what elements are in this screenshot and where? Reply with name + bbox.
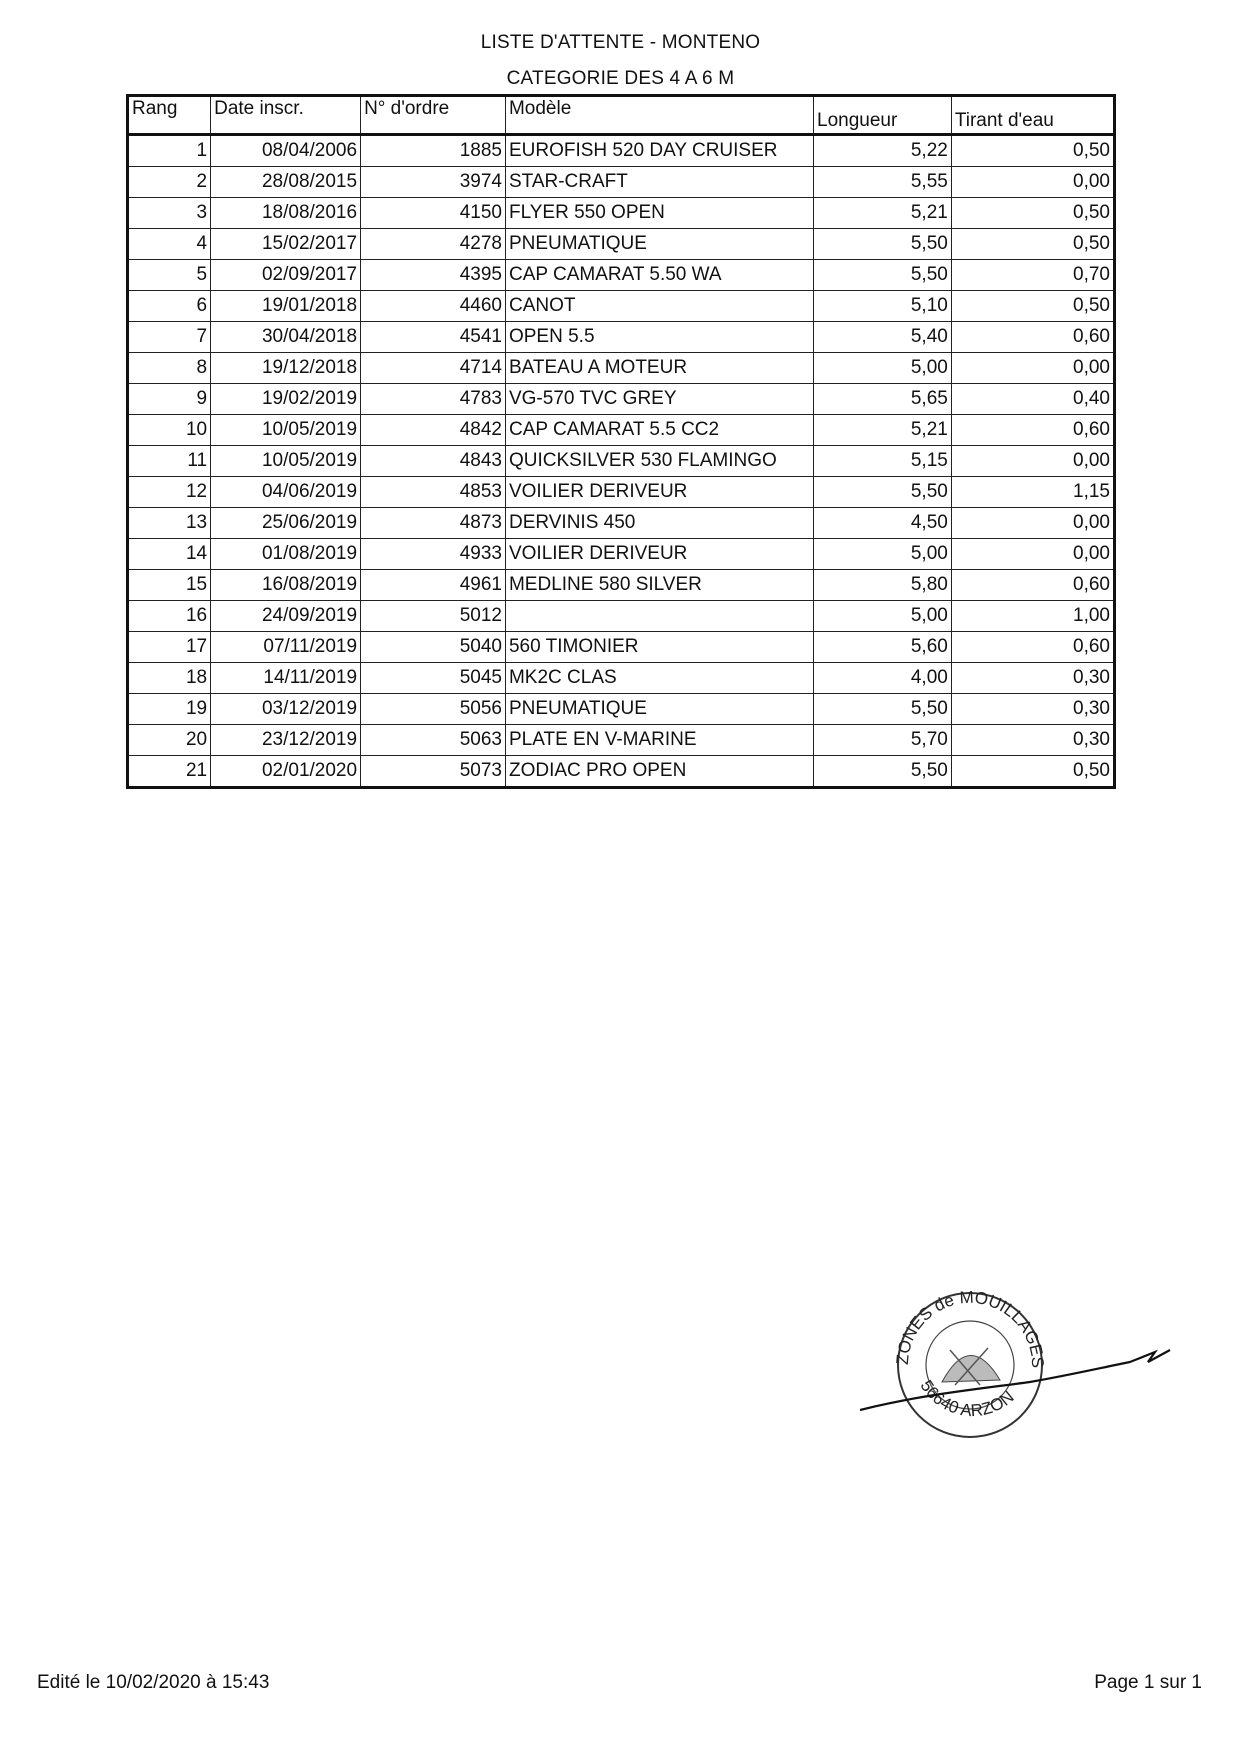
cell-date: 28/08/2015 <box>211 167 361 198</box>
cell-date: 19/01/2018 <box>211 291 361 322</box>
cell-date: 16/08/2019 <box>211 570 361 601</box>
cell-modele: QUICKSILVER 530 FLAMINGO <box>505 446 813 477</box>
header-modele: Modèle <box>505 96 813 135</box>
cell-ordre: 4278 <box>361 229 506 260</box>
cell-rang: 12 <box>128 477 211 508</box>
cell-longueur: 5,50 <box>814 694 952 725</box>
cell-rang: 10 <box>128 415 211 446</box>
cell-rang: 9 <box>128 384 211 415</box>
cell-rang: 5 <box>128 260 211 291</box>
cell-date: 19/12/2018 <box>211 353 361 384</box>
cell-tirant: 0,50 <box>951 198 1114 229</box>
table-row <box>128 198 1115 229</box>
table-row <box>128 229 1115 260</box>
cell-rang: 2 <box>128 167 211 198</box>
cell-ordre: 5063 <box>361 725 506 756</box>
cell-tirant: 0,30 <box>951 725 1114 756</box>
cell-tirant: 0,40 <box>951 384 1114 415</box>
cell-longueur: 5,50 <box>814 260 952 291</box>
cell-ordre: 4843 <box>361 446 506 477</box>
cell-rang: 1 <box>128 135 211 167</box>
cell-longueur: 5,00 <box>814 601 952 632</box>
cell-modele: DERVINIS 450 <box>505 508 813 539</box>
official-stamp <box>893 1290 1047 1437</box>
header-ordre: N° d'ordre <box>361 96 506 135</box>
cell-tirant: 0,60 <box>951 322 1114 353</box>
cell-ordre: 5040 <box>361 632 506 663</box>
waiting-list-table <box>126 94 1116 789</box>
cell-longueur: 4,00 <box>814 663 952 694</box>
cell-tirant: 0,60 <box>951 570 1114 601</box>
cell-ordre: 4783 <box>361 384 506 415</box>
table-header-row <box>128 96 1115 135</box>
cell-modele: VOILIER DERIVEUR <box>505 477 813 508</box>
cell-modele: MEDLINE 580 SILVER <box>505 570 813 601</box>
cell-tirant: 0,00 <box>951 539 1114 570</box>
cell-date: 08/04/2006 <box>211 135 361 167</box>
cell-modele: VOILIER DERIVEUR <box>505 539 813 570</box>
cell-longueur: 5,55 <box>814 167 952 198</box>
cell-date: 04/06/2019 <box>211 477 361 508</box>
cell-ordre: 4853 <box>361 477 506 508</box>
cell-rang: 16 <box>128 601 211 632</box>
cell-tirant: 0,00 <box>951 446 1114 477</box>
cell-rang: 15 <box>128 570 211 601</box>
table-row <box>128 694 1115 725</box>
cell-rang: 3 <box>128 198 211 229</box>
cell-tirant: 0,50 <box>951 229 1114 260</box>
cell-modele: PLATE EN V-MARINE <box>505 725 813 756</box>
stamp-signature <box>860 1290 1180 1460</box>
page-number-footer: Page 1 sur 1 <box>1094 1672 1202 1693</box>
cell-longueur: 5,00 <box>814 539 952 570</box>
cell-rang: 8 <box>128 353 211 384</box>
cell-tirant: 1,00 <box>951 601 1114 632</box>
cell-tirant: 0,70 <box>951 260 1114 291</box>
cell-date: 23/12/2019 <box>211 725 361 756</box>
table-row <box>128 446 1115 477</box>
cell-date: 02/09/2017 <box>211 260 361 291</box>
cell-ordre: 1885 <box>361 135 506 167</box>
cell-modele: CAP CAMARAT 5.5 CC2 <box>505 415 813 446</box>
svg-text:56640 ARZON: 56640 ARZON <box>916 1376 1018 1421</box>
cell-date: 10/05/2019 <box>211 415 361 446</box>
cell-ordre: 4714 <box>361 353 506 384</box>
cell-date: 15/02/2017 <box>211 229 361 260</box>
table-row <box>128 322 1115 353</box>
cell-modele: CANOT <box>505 291 813 322</box>
cell-date: 03/12/2019 <box>211 694 361 725</box>
table-row <box>128 570 1115 601</box>
cell-date: 07/11/2019 <box>211 632 361 663</box>
cell-modele: PNEUMATIQUE <box>505 229 813 260</box>
cell-date: 10/05/2019 <box>211 446 361 477</box>
cell-longueur: 4,50 <box>814 508 952 539</box>
table-body <box>128 135 1115 788</box>
table-row <box>128 135 1115 167</box>
cell-ordre: 4933 <box>361 539 506 570</box>
table-row <box>128 601 1115 632</box>
cell-date: 24/09/2019 <box>211 601 361 632</box>
header-rang: Rang <box>128 96 211 135</box>
cell-ordre: 5012 <box>361 601 506 632</box>
table-row <box>128 477 1115 508</box>
cell-tirant: 0,00 <box>951 508 1114 539</box>
cell-date: 25/06/2019 <box>211 508 361 539</box>
cell-modele: VG-570 TVC GREY <box>505 384 813 415</box>
cell-ordre: 4460 <box>361 291 506 322</box>
cell-longueur: 5,21 <box>814 198 952 229</box>
cell-tirant: 0,50 <box>951 291 1114 322</box>
cell-modele: EUROFISH 520 DAY CRUISER <box>505 135 813 167</box>
cell-longueur: 5,50 <box>814 229 952 260</box>
document-title: LISTE D'ATTENTE - MONTENO <box>480 32 761 53</box>
cell-modele: PNEUMATIQUE <box>505 694 813 725</box>
cell-date: 01/08/2019 <box>211 539 361 570</box>
cell-modele <box>505 601 813 632</box>
cell-tirant: 0,30 <box>951 663 1114 694</box>
cell-modele: STAR-CRAFT <box>505 167 813 198</box>
cell-rang: 13 <box>128 508 211 539</box>
table-row <box>128 353 1115 384</box>
header-date: Date inscr. <box>211 96 361 135</box>
cell-ordre: 5045 <box>361 663 506 694</box>
cell-ordre: 3974 <box>361 167 506 198</box>
cell-longueur: 5,15 <box>814 446 952 477</box>
table-row <box>128 167 1115 198</box>
table-row <box>128 291 1115 322</box>
document-subtitle: CATEGORIE DES 4 A 6 M <box>506 68 735 89</box>
cell-modele: BATEAU A MOTEUR <box>505 353 813 384</box>
table-row <box>128 539 1115 570</box>
table-row <box>128 632 1115 663</box>
table-row <box>128 260 1115 291</box>
cell-date: 14/11/2019 <box>211 663 361 694</box>
cell-longueur: 5,00 <box>814 353 952 384</box>
edit-date-footer: Edité le 10/02/2020 à 15:43 <box>37 1672 270 1693</box>
cell-rang: 21 <box>128 756 211 788</box>
cell-longueur: 5,65 <box>814 384 952 415</box>
cell-modele: CAP CAMARAT 5.50 WA <box>505 260 813 291</box>
cell-longueur: 5,80 <box>814 570 952 601</box>
cell-tirant: 0,60 <box>951 632 1114 663</box>
cell-longueur: 5,21 <box>814 415 952 446</box>
cell-date: 30/04/2018 <box>211 322 361 353</box>
cell-ordre: 5073 <box>361 756 506 788</box>
cell-longueur: 5,22 <box>814 135 952 167</box>
table-row <box>128 415 1115 446</box>
cell-tirant: 1,15 <box>951 477 1114 508</box>
cell-modele: MK2C CLAS <box>505 663 813 694</box>
cell-tirant: 0,60 <box>951 415 1114 446</box>
cell-rang: 6 <box>128 291 211 322</box>
cell-rang: 11 <box>128 446 211 477</box>
cell-ordre: 4842 <box>361 415 506 446</box>
cell-tirant: 0,30 <box>951 694 1114 725</box>
cell-rang: 7 <box>128 322 211 353</box>
cell-modele: FLYER 550 OPEN <box>505 198 813 229</box>
cell-tirant: 0,00 <box>951 167 1114 198</box>
cell-longueur: 5,40 <box>814 322 952 353</box>
cell-rang: 19 <box>128 694 211 725</box>
cell-rang: 17 <box>128 632 211 663</box>
cell-date: 19/02/2019 <box>211 384 361 415</box>
cell-date: 02/01/2020 <box>211 756 361 788</box>
table-row <box>128 756 1115 788</box>
cell-tirant: 0,50 <box>951 135 1114 167</box>
cell-longueur: 5,10 <box>814 291 952 322</box>
cell-modele: OPEN 5.5 <box>505 322 813 353</box>
cell-ordre: 5056 <box>361 694 506 725</box>
table-row <box>128 384 1115 415</box>
cell-ordre: 4961 <box>361 570 506 601</box>
cell-ordre: 4541 <box>361 322 506 353</box>
cell-longueur: 5,70 <box>814 725 952 756</box>
cell-longueur: 5,50 <box>814 477 952 508</box>
cell-ordre: 4395 <box>361 260 506 291</box>
cell-tirant: 0,50 <box>951 756 1114 788</box>
cell-longueur: 5,60 <box>814 632 952 663</box>
svg-text:ZONES de MOUILLAGES: ZONES de MOUILLAGES <box>892 1290 1048 1369</box>
cell-modele: ZODIAC PRO OPEN <box>505 756 813 788</box>
cell-longueur: 5,50 <box>814 756 952 788</box>
cell-rang: 14 <box>128 539 211 570</box>
cell-modele: 560 TIMONIER <box>505 632 813 663</box>
cell-rang: 20 <box>128 725 211 756</box>
cell-tirant: 0,00 <box>951 353 1114 384</box>
header-tirant: Tirant d'eau <box>951 96 1114 135</box>
table-row <box>128 725 1115 756</box>
cell-date: 18/08/2016 <box>211 198 361 229</box>
cell-rang: 4 <box>128 229 211 260</box>
cell-rang: 18 <box>128 663 211 694</box>
table-row <box>128 508 1115 539</box>
table-row <box>128 663 1115 694</box>
cell-ordre: 4150 <box>361 198 506 229</box>
cell-ordre: 4873 <box>361 508 506 539</box>
header-longueur: Longueur <box>814 96 952 135</box>
